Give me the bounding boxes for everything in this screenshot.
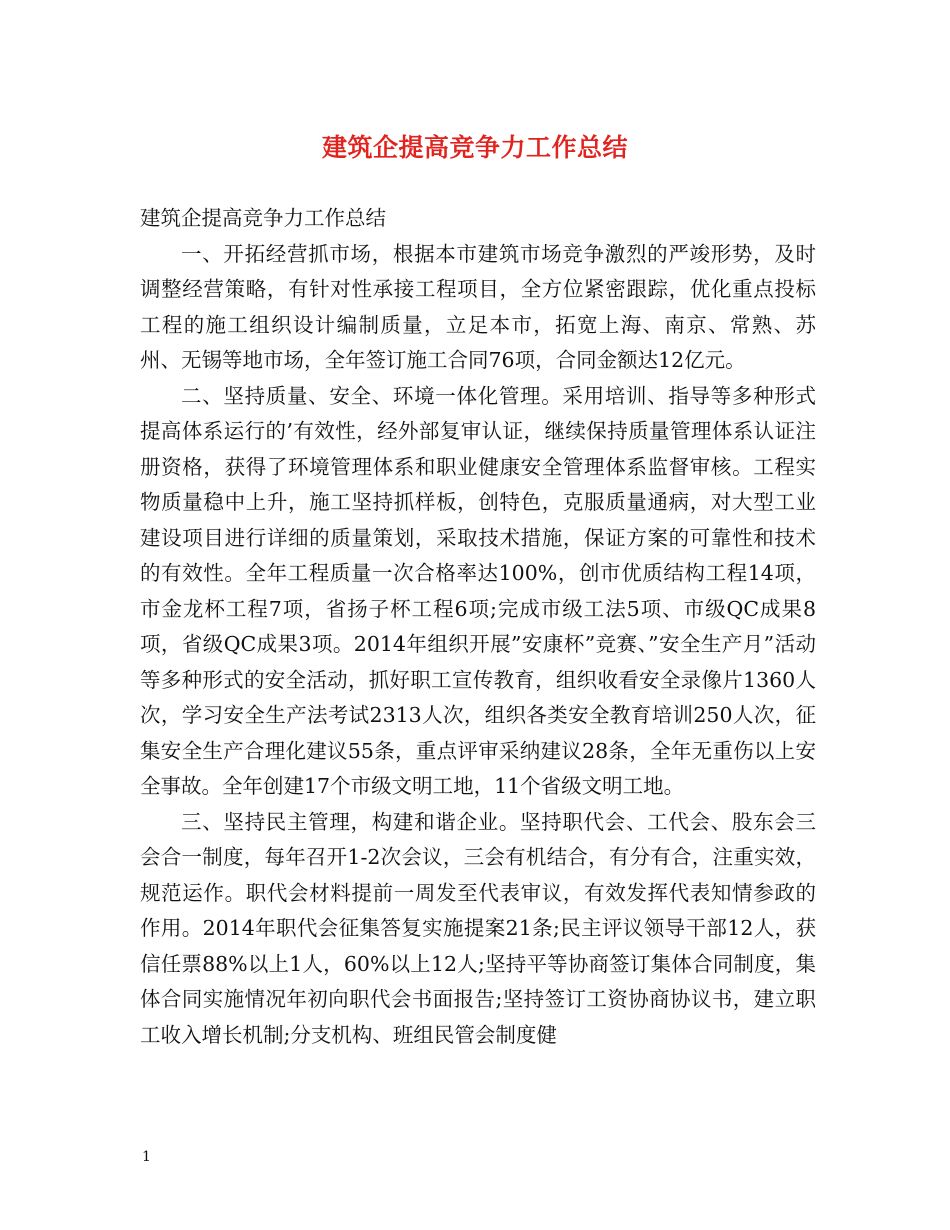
- paragraph-3: 三、坚持民主管理，构建和谐企业。坚持职代会、工代会、股东会三会合一制度，每年召开1-2次会议，三会有机结合，有分有合，注重实效，规范运作。职代会材料提前一周发至代表审议，有效发挥代表知情参政的作用。2014年职代会征集答复实施提案21条;民主评议领导干部12人，获信任票88%以上1人，60%以上12人;坚持平等协商签订集体合同制度，集体合同实施情况年初向职代会书面报告;坚持签订工资协商协议书，建立职工收入增长机制;分支机构、班组民管会制度健: [140, 809, 816, 1047]
- paragraph-2: 二、坚持质量、安全、环境一体化管理。采用培训、指导等多种形式提高体系运行的’有效性，经外部复审认证，继续保持质量管理体系认证注册资格，获得了环境管理体系和职业健康安全管理体系监督审核。工程实物质量稳中上升，施工坚持抓样板，创特色，克服质量通病，对大型工业建设项目进行详细的质量策划，采取技术措施，保证方案的可靠性和技术的有效性。全年工程质量一次合格率达100%，创市优质结构工程14项，市金龙杯工程7项，省扬子杯工程6项;完成市级工法5项、市级QC成果8项，省级QC成果3项。2014年组织开展”安康杯”竞赛、”安全生产月”活动等多种形式的安全活动，抓好职工宣传教育，组织收看安全录像片1360人次，学习安全生产法考试2313人次，组织各类安全教育培训250人次，征集安全生产合理化建议55条，重点评审采纳建议28条，全年无重伤以上安全事故。全年创建17个市级文明工地，11个省级文明工地。: [140, 383, 816, 798]
- document-body: [140, 201, 816, 1053]
- document-subtitle: 建筑企提高竞争力工作总结: [140, 206, 386, 230]
- page-number: 1: [142, 1149, 151, 1165]
- document-title: 建筑企提高竞争力工作总结: [321, 133, 628, 162]
- paragraph-1: 一、开拓经营抓市场，根据本市建筑市场竞争激烈的严竣形势，及时调整经营策略，有针对性承接工程项目，全方位紧密跟踪，优化重点投标工程的施工组织设计编制质量，立足本市，拓宽上海、南京、常熟、苏州、无锡等地市场，全年签订施工合同76项，合同金额达12亿元。: [140, 241, 816, 372]
